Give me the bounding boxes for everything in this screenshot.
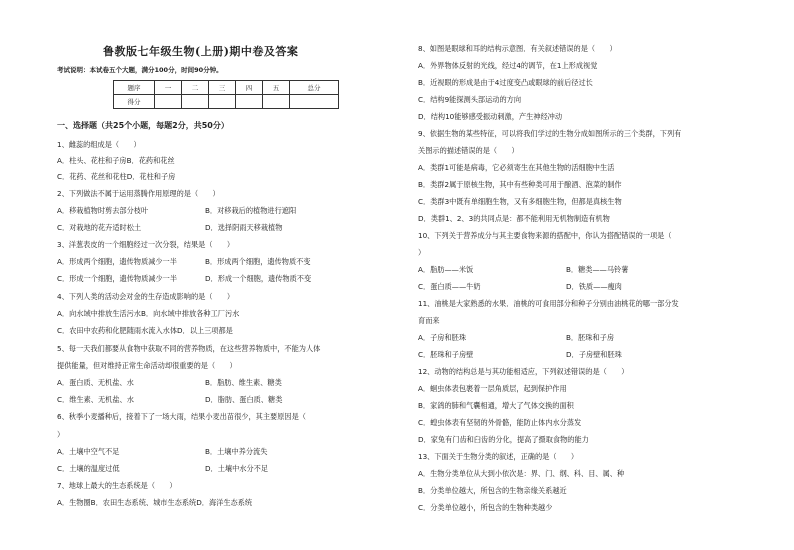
score-table — [113, 80, 339, 109]
score-table-cell — [209, 95, 236, 109]
question-line: A．外界物体反射的光线，经过4的调节，在1上形成视觉 — [418, 61, 598, 70]
question-line: A．形成两个细胞，遗传物质减少一半 — [57, 257, 177, 266]
question-line: C．农田中农药和化肥随雨水流入水体D．以上三项都是 — [57, 326, 233, 335]
question-line: B．近视眼的形成是由于4过度变凸或眼球的前后径过长 — [418, 78, 593, 87]
question-line: C．胚珠和子房壁 — [418, 350, 474, 359]
question-line: C．蛋白质——牛奶 — [418, 282, 481, 291]
page-title: 鲁教版七年级生物(上册)期中卷及答案 — [103, 45, 299, 58]
question-line: B．对移栽后的植物进行遮阳 — [205, 206, 297, 215]
question-line: A．向水域中排放生活污水B．向水域中排放各种工厂污水 — [57, 309, 240, 318]
question-line: A．类群1可能是病毒，它必须寄生在其他生物的活细胞中生活 — [418, 163, 615, 172]
question-line: C．分类单位越小，所包含的生物种类越少 — [418, 503, 553, 512]
question-line: C．蝗虫体表有坚韧的外骨骼，能防止体内水分蒸发 — [418, 418, 582, 427]
question-line: 8、如图是眼球和耳的结构示意图．有关叙述错误的是（ ） — [418, 44, 617, 53]
question-line: B．类群2属于原核生物，其中有些种类可用于酿酒、泡菜的制作 — [418, 180, 622, 189]
question-line: 关图示的描述错误的是（ ） — [418, 146, 519, 155]
question-line: A．子房和胚珠 — [418, 333, 467, 342]
question-line: 9、依据生物的某些特征，可以将我们学过的生物分成如图所示的三个类群，下列有 — [418, 129, 682, 138]
question-line: 7、地球上最大的生态系统是（ ） — [57, 481, 177, 490]
question-line: 10、下列关于营养成分与其主要食物来源的搭配中，你认为搭配错误的一项是（ — [418, 231, 672, 240]
question-line: D．子房壁和胚珠 — [566, 350, 622, 359]
question-line: D．结构10能够感受振动刺激，产生神经冲动 — [418, 112, 563, 121]
score-table-cell — [236, 95, 263, 109]
question-line: C．类群3中既有单细胞生物，又有多细胞生物，但都是真核生物 — [418, 197, 622, 206]
question-line: A．土壤中空气不足 — [57, 447, 120, 456]
score-table-cell — [155, 95, 182, 109]
question-line: 5、每一天我们都要从食物中获取不同的营养物质，在这些营养物质中，不能为人体 — [57, 344, 321, 353]
question-line: ） — [57, 430, 65, 439]
question-line: 4、下列人类的活动会对金的生存造成影响的是（ ） — [57, 292, 235, 301]
question-line: 1、雌蕊的组成是（ ） — [57, 140, 141, 149]
score-table-header-row — [114, 81, 339, 95]
question-line: B．分类单位越大，所包含的生物亲缘关系越近 — [418, 486, 567, 495]
question-line: A．移栽植物时剪去部分枝叶 — [57, 206, 149, 215]
question-line: 12、动物的结构总是与其功能相适应，下列叙述错误的是（ ） — [418, 367, 629, 376]
score-table-cell: 得分 — [114, 95, 155, 109]
question-line: C．对栽地的花卉适时松土 — [57, 223, 142, 232]
question-line: A．柱头、花柱和子房B．花药和花丝 — [57, 156, 175, 165]
score-table-cell — [263, 95, 290, 109]
question-line: D．土壤中水分不足 — [205, 464, 269, 473]
score-table-cell: 二 — [182, 81, 209, 95]
score-table-cell: 四 — [236, 81, 263, 95]
score-table-cell — [182, 95, 209, 109]
question-line: C．花药、花丝和花柱D．花柱和子房 — [57, 172, 176, 181]
question-line: B．土壤中养分流失 — [205, 447, 268, 456]
question-line: ） — [418, 248, 426, 257]
question-line: A．蛔虫体表包裹着一层角质层，起到保护作用 — [418, 384, 567, 393]
score-table-cell: 五 — [263, 81, 290, 95]
score-table-cell: 总分 — [290, 81, 339, 95]
question-line: B．形成两个细胞，遗传物质不变 — [205, 257, 311, 266]
question-line: D．类群1、2、3的共同点是：都不能利用无机物制造有机物 — [418, 214, 610, 223]
question-line: B．家鸽的肺和气囊相通，增大了气体交换的面积 — [418, 401, 574, 410]
section-heading: 一、选择题（共25个小题，每题2分，共50分） — [57, 121, 229, 130]
score-table-cell — [290, 95, 339, 109]
question-line: 11、油桃是大家熟悉的水果．油桃的可食用部分和种子分别由油桃花的哪一部分发 — [418, 299, 679, 308]
question-line: 2、下列做法不属于运用蒸腾作用原理的是（ ） — [57, 189, 220, 198]
question-line: D．家兔有门齿和臼齿的分化，提高了摄取食物的能力 — [418, 435, 589, 444]
question-line: A．生物分类单位从大到小依次是：界、门、纲、科、目、属、种 — [418, 469, 625, 478]
question-line: 3、洋葱表皮的一个细胞经过一次分裂，结果是（ ） — [57, 240, 235, 249]
question-line: B．糖类——马铃薯 — [566, 265, 629, 274]
question-line: C．维生素、无机盐、水 — [57, 395, 134, 404]
question-line: C．土壤的温度过低 — [57, 464, 120, 473]
question-line: C．形成一个细胞，遗传物质减少一半 — [57, 274, 178, 283]
question-line: A．生物圈B．农田生态系统、城市生态系统D．海洋生态系统 — [57, 498, 253, 507]
score-table-cell: 一 — [155, 81, 182, 95]
exam-instructions: 考试说明：本试卷五个大题，满分100分，时间90分钟。 — [57, 66, 223, 74]
question-line: 13、下面关于生物分类的叙述，正确的是（ ） — [418, 452, 579, 461]
question-line: B．胚珠和子房 — [566, 333, 615, 342]
question-line: 育而来 — [418, 316, 440, 325]
score-table-score-row — [114, 95, 339, 109]
score-table-cell: 三 — [209, 81, 236, 95]
question-line: D．选择阴雨天移栽植物 — [205, 223, 283, 232]
question-line: D．形成一个细胞，遗传物质不变 — [205, 274, 312, 283]
question-line: B．脂肪、维生素、糖类 — [205, 378, 282, 387]
question-line: D．脂肪、蛋白质、糖类 — [205, 395, 283, 404]
question-line: A．脂肪——米饭 — [418, 265, 474, 274]
question-line: D．铁质——瘦肉 — [566, 282, 622, 291]
question-line: 6、秋季小麦播种后，接着下了一场大雨，结果小麦出苗很少，其主要原因是（ — [57, 412, 306, 421]
question-line: 提供能量，但对维持正常生命活动却很重要的是（ ） — [57, 361, 237, 370]
question-line: C．结构9能探测头部运动的方向 — [418, 95, 522, 104]
question-line: A．蛋白质、无机盐、水 — [57, 378, 134, 387]
score-table-cell: 题序 — [114, 81, 155, 95]
